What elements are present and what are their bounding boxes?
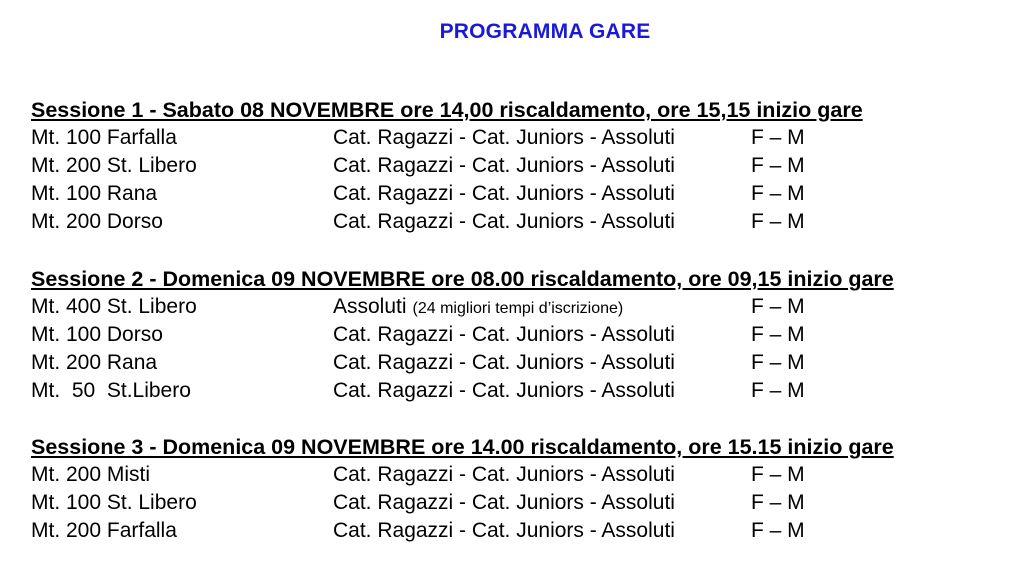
event-name: Mt. 200 Rana [31, 351, 158, 374]
event-category: Cat. Ragazzi - Cat. Juniors - Assoluti [333, 351, 675, 374]
event-row [31, 208, 1021, 236]
event-row [31, 377, 1021, 405]
event-gender: F – M [751, 379, 805, 402]
event-name: Mt. 200 Misti [31, 463, 151, 486]
event-category: Cat. Ragazzi - Cat. Juniors - Assoluti [333, 491, 675, 514]
event-name: Mt. 50 St.Libero [31, 379, 191, 402]
event-gender: F – M [751, 519, 805, 542]
session-2 [31, 265, 1021, 405]
event-name: Mt. 200 Farfalla [31, 519, 177, 542]
event-category: Cat. Ragazzi - Cat. Juniors - Assoluti [333, 379, 675, 402]
event-category: Assoluti [333, 295, 407, 318]
event-gender: F – M [751, 491, 805, 514]
session-header: Sessione 1 - Sabato 08 NOVEMBRE ore 14,00 riscaldamento, ore 15,15 inizio gare [31, 98, 863, 122]
session-header: Sessione 3 - Domenica 09 NOVEMBRE ore 14.00 riscaldamento, ore 15.15 inizio gare [31, 435, 894, 459]
event-category: Cat. Ragazzi - Cat. Juniors - Assoluti [333, 323, 675, 346]
event-gender: F – M [751, 295, 805, 318]
event-category: Cat. Ragazzi - Cat. Juniors - Assoluti [333, 463, 675, 486]
event-category: Cat. Ragazzi - Cat. Juniors - Assoluti [333, 519, 675, 542]
event-gender: F – M [751, 126, 805, 149]
event-name: Mt. 100 Farfalla [31, 126, 177, 149]
event-name: Mt. 200 St. Libero [31, 154, 197, 177]
event-gender: F – M [751, 154, 805, 177]
event-name: Mt. 100 Rana [31, 182, 158, 205]
event-note: (24 migliori tempi d’iscrizione) [412, 300, 624, 317]
event-row [31, 293, 1021, 321]
event-name: Mt. 100 Dorso [31, 323, 163, 346]
event-row [31, 180, 1021, 208]
event-category: Cat. Ragazzi - Cat. Juniors - Assoluti [333, 182, 675, 205]
event-row [31, 517, 1021, 545]
event-gender: F – M [751, 210, 805, 233]
session-3 [31, 433, 1021, 545]
event-name: Mt. 100 St. Libero [31, 491, 197, 514]
event-category-with-note [333, 293, 623, 323]
event-row [31, 152, 1021, 180]
event-category: Cat. Ragazzi - Cat. Juniors - Assoluti [333, 154, 675, 177]
event-gender: F – M [751, 182, 805, 205]
event-name: Mt. 200 Dorso [31, 210, 163, 233]
event-row [31, 321, 1021, 349]
session-header: Sessione 2 - Domenica 09 NOVEMBRE ore 08.00 riscaldamento, ore 09,15 inizio gare [31, 267, 894, 291]
event-gender: F – M [751, 463, 805, 486]
event-row [31, 124, 1021, 152]
event-row [31, 349, 1021, 377]
event-category: Cat. Ragazzi - Cat. Juniors - Assoluti [333, 126, 675, 149]
event-category: Cat. Ragazzi - Cat. Juniors - Assoluti [333, 210, 675, 233]
event-gender: F – M [751, 323, 805, 346]
event-row [31, 489, 1021, 517]
event-gender: F – M [751, 351, 805, 374]
event-name: Mt. 400 St. Libero [31, 295, 197, 318]
event-row [31, 461, 1021, 489]
page-title: PROGRAMMA GARE [439, 20, 651, 43]
session-1 [31, 96, 1021, 236]
